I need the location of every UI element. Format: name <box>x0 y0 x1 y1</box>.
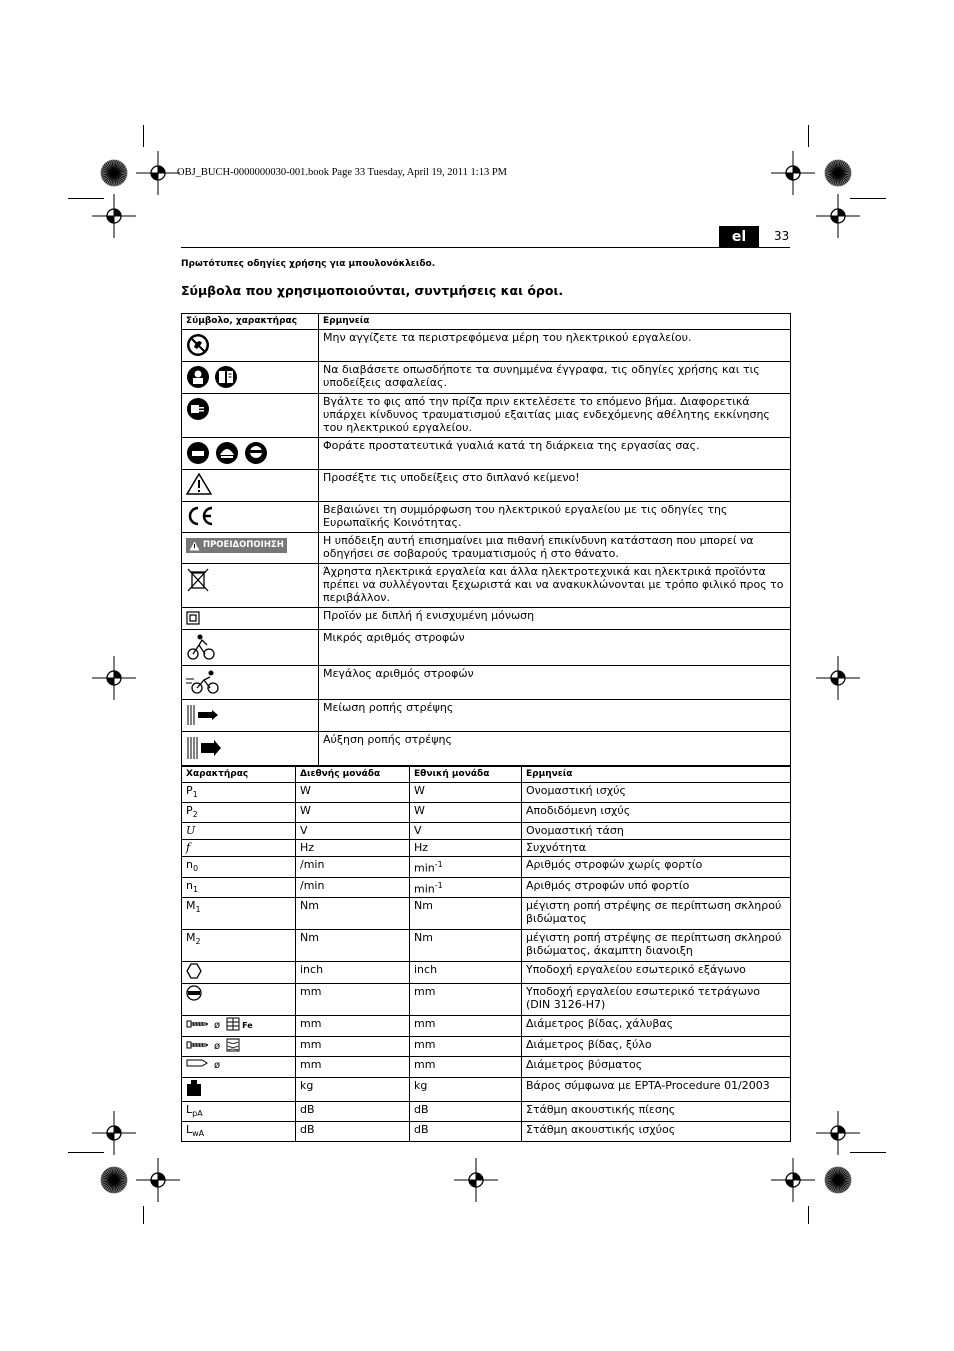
meaning-cell: Υποδοχή εργαλείου εσωτερικό εξάγωνο <box>522 961 791 983</box>
intl-unit-cell: V <box>296 823 410 840</box>
intl-unit-cell: mm <box>296 983 410 1015</box>
symbol-letter: M <box>186 898 196 912</box>
diameter-symbol: ø <box>214 1020 221 1032</box>
symbol-cell <box>182 533 319 564</box>
meaning-cell: Φοράτε προστατευτικά γυαλιά κατά τη διάρκεια της εργασίας σας. <box>319 438 791 470</box>
symbol-subscript: 1 <box>192 884 199 894</box>
intl-unit-cell: W <box>296 783 410 803</box>
national-unit-cell <box>410 1015 522 1036</box>
national-unit-cell <box>410 877 522 897</box>
symbol-cell <box>182 438 319 470</box>
meaning-cell: Μείωση ροπής στρέψης <box>319 700 791 732</box>
crop-line <box>68 198 104 199</box>
fast-bike-icon <box>186 669 220 698</box>
table-row <box>182 502 791 533</box>
crop-line <box>850 1152 886 1153</box>
table-row <box>182 1077 791 1101</box>
table-row <box>182 630 791 666</box>
starburst-mark-icon <box>100 159 128 191</box>
intl-unit-cell: Hz <box>296 840 410 857</box>
national-unit-cell <box>410 961 522 983</box>
character-cell <box>182 1077 296 1101</box>
meaning-cell: Ονομαστική τάση <box>522 823 791 840</box>
meaning-cell: Βάρος σύμφωνα με EPTA-Procedure 01/2003 <box>522 1077 791 1101</box>
diameter-symbol: ø <box>214 1041 221 1053</box>
unit-exponent: -1 <box>434 880 443 890</box>
national-unit: mm <box>414 1057 436 1071</box>
meaning-cell: Διάμετρος βίδας, ξύλο <box>522 1036 791 1056</box>
meaning-cell: Να διαβάσετε οπωσδήποτε τα συνημμένα έγγραφα, τις οδηγίες χρήσης και τις υποδείξεις ασφαλείας. <box>319 362 791 394</box>
meaning-cell: μέγιστη ροπή στρέψης σε περίπτωση σκληρού βιδώματος, άκαμπτη διανοιξη <box>522 929 791 961</box>
meaning-cell: Βγάλτε το φις από την πρίζα πριν εκτελέσετε το επόμενο βήμα. Διαφορετικά υπάρχει κίνδυνος τραυματισμού εξαιτίας μιας ενδεχόμενης αθέλητης εκκίνησης του ηλεκτρικού εργαλείου. <box>319 394 791 438</box>
national-unit: W <box>414 784 425 797</box>
intl-unit-cell: dB <box>296 1121 410 1141</box>
table-header-row <box>182 767 791 783</box>
square-drive-icon <box>186 985 202 1004</box>
meaning-cell: μέγιστη ροπή στρέψης σε περίπτωση σκληρού βιδώματος <box>522 897 791 929</box>
table-row <box>182 330 791 362</box>
table-row <box>182 783 791 803</box>
table-row <box>182 840 791 857</box>
character-cell <box>182 857 296 877</box>
character-cell <box>182 929 296 961</box>
symbol-letter: P <box>186 804 193 818</box>
table-row <box>182 564 791 608</box>
table-row <box>182 1121 791 1141</box>
screw-steel-icon <box>186 1019 208 1032</box>
double-insulation-icon <box>186 611 200 628</box>
character-cell <box>182 1121 296 1141</box>
table-row <box>182 1101 791 1121</box>
symbol-letter: n <box>186 858 193 872</box>
national-unit: min <box>414 862 435 876</box>
national-unit: Hz <box>414 841 429 855</box>
symbol-cell <box>182 608 319 630</box>
intl-unit-cell: inch <box>296 961 410 983</box>
national-unit-cell <box>410 823 522 840</box>
intl-unit-cell: /min <box>296 857 410 877</box>
intl-unit-cell: mm <box>296 1015 410 1036</box>
crosshair-mark-icon <box>92 194 136 242</box>
meaning-cell: Στάθμη ακουστικής ισχύος <box>522 1121 791 1141</box>
meaning-cell: Συχνότητα <box>522 840 791 857</box>
table-row <box>182 803 791 823</box>
table-row <box>182 929 791 961</box>
meaning-cell: Αριθμός στροφών χωρίς φορτίο <box>522 857 791 877</box>
starburst-mark-icon <box>824 1166 852 1198</box>
meaning-cell: Προϊόν με διπλή ή ενισχυμένη μόνωση <box>319 608 791 630</box>
character-cell <box>182 983 296 1015</box>
torque-increase-icon <box>186 735 222 764</box>
character-cell <box>182 877 296 897</box>
header-meaning: Ερμηνεία <box>319 314 791 330</box>
symbol-letter: M <box>186 930 196 944</box>
table-row <box>182 857 791 877</box>
ce-mark-icon <box>186 505 214 530</box>
crosshair-mark-icon <box>771 1158 815 1206</box>
table-row <box>182 394 791 438</box>
national-unit-cell <box>410 897 522 929</box>
character-cell <box>182 803 296 823</box>
symbol-subscript: wA <box>192 1129 205 1139</box>
table-row <box>182 983 791 1015</box>
national-unit: W <box>414 804 425 818</box>
intl-unit-cell: Nm <box>296 929 410 961</box>
meaning-cell: Αύξηση ροπής στρέψης <box>319 732 791 766</box>
weight-icon <box>186 1079 202 1100</box>
header-national-unit: Εθνική μονάδα <box>410 767 522 783</box>
character-cell <box>182 1036 296 1056</box>
language-badge: el <box>719 226 759 248</box>
national-unit: mm <box>414 984 436 998</box>
national-unit: inch <box>414 962 438 976</box>
meaning-cell: Αποδιδόμενη ισχύς <box>522 803 791 823</box>
crop-line <box>808 1206 809 1224</box>
table-row <box>182 1036 791 1056</box>
national-unit: dB <box>414 1122 429 1136</box>
symbol-cell <box>182 362 319 394</box>
starburst-mark-icon <box>824 159 852 191</box>
national-unit-cell <box>410 1121 522 1141</box>
character-cell <box>182 1056 296 1077</box>
meaning-cell: Μικρός αριθμός στροφών <box>319 630 791 666</box>
national-unit: dB <box>414 1102 429 1116</box>
header-meaning: Ερμηνεία <box>522 767 791 783</box>
crosshair-mark-icon <box>92 656 136 704</box>
symbol-cell <box>182 330 319 362</box>
national-unit-cell <box>410 1036 522 1056</box>
symbol-letter: L <box>186 1102 193 1116</box>
crosshair-mark-icon <box>136 151 180 199</box>
document-subtitle: Πρωτότυπες οδηγίες χρήσης για μπουλονόκλειδο. <box>181 259 436 269</box>
intl-unit-cell: W <box>296 803 410 823</box>
header-intl-unit: Διεθνής μονάδα <box>296 767 410 783</box>
unit-exponent: -1 <box>434 860 443 870</box>
warning-label: ΠΡΟΕΙΔΟΠΟΙΗΣΗ <box>202 540 284 550</box>
meaning-cell: Στάθμη ακουστικής πίεσης <box>522 1101 791 1121</box>
national-unit: kg <box>414 1078 428 1092</box>
symbol-subscript: 0 <box>192 864 199 874</box>
symbol-cell <box>182 502 319 533</box>
intl-unit-cell: Nm <box>296 897 410 929</box>
symbol-cell <box>182 394 319 438</box>
table-row <box>182 961 791 983</box>
table-row <box>182 897 791 929</box>
weee-bin-icon <box>186 567 210 596</box>
meaning-cell: Μην αγγίζετε τα περιστρεφόμενα μέρη του ηλεκτρικού εργαλείου. <box>319 330 791 362</box>
table-row <box>182 470 791 502</box>
file-info: OBJ_BUCH-0000000030-001.book Page 33 Tuesday, April 19, 2011 1:13 PM <box>177 167 507 178</box>
symbol-letter: f <box>186 841 191 855</box>
crop-line <box>808 125 809 147</box>
section-title: Σύμβολα που χρησιμοποιούνται, συντμήσεις και όροι. <box>181 283 564 298</box>
table-row <box>182 700 791 732</box>
character-cell <box>182 1015 296 1036</box>
units-table <box>181 766 791 1142</box>
intl-unit-cell: /min <box>296 877 410 897</box>
starburst-mark-icon <box>100 1166 128 1198</box>
wood-block-icon <box>226 1038 240 1055</box>
national-unit-cell <box>410 929 522 961</box>
steel-block-icon <box>226 1017 240 1034</box>
table-row <box>182 438 791 470</box>
no-touch-rotating-icon <box>186 333 210 360</box>
meaning-cell: Διάμετρος βίδας, χάλυβας <box>522 1015 791 1036</box>
national-unit-cell <box>410 1056 522 1077</box>
meaning-cell: Βεβαιώνει τη συμμόρφωση του ηλεκτρικού εργαλείου με τις οδηγίες της Ευρωπαϊκής Κοινότητας. <box>319 502 791 533</box>
crop-line <box>143 1206 144 1224</box>
crop-line <box>68 1152 104 1153</box>
crosshair-mark-icon <box>816 656 860 704</box>
meaning-cell: Ονομαστική ισχύς <box>522 783 791 803</box>
dowel-icon <box>186 1058 208 1071</box>
table-row <box>182 877 791 897</box>
national-unit-cell <box>410 857 522 877</box>
table-row <box>182 362 791 394</box>
table-header-row <box>182 314 791 330</box>
symbol-cell <box>182 470 319 502</box>
crosshair-mark-icon <box>816 194 860 242</box>
symbol-subscript: pA <box>192 1108 203 1118</box>
national-unit: mm <box>414 1037 436 1051</box>
symbol-cell <box>182 630 319 666</box>
national-unit-cell <box>410 1077 522 1101</box>
intl-unit-cell: dB <box>296 1101 410 1121</box>
meaning-cell: Μεγάλος αριθμός στροφών <box>319 666 791 700</box>
character-cell <box>182 840 296 857</box>
meaning-cell: Διάμετρος βύσματος <box>522 1056 791 1077</box>
intl-unit-cell: mm <box>296 1056 410 1077</box>
meaning-cell: Υποδοχή εργαλείου εσωτερικό τετράγωνο (DIN 3126-H7) <box>522 983 791 1015</box>
table-row <box>182 608 791 630</box>
symbol-cell <box>182 564 319 608</box>
crosshair-mark-icon <box>771 151 815 199</box>
read-manual-icon <box>186 365 240 392</box>
meaning-cell: Αριθμός στροφών υπό φορτίο <box>522 877 791 897</box>
crosshair-mark-icon <box>136 1158 180 1206</box>
table-row <box>182 1015 791 1036</box>
national-unit: min <box>414 882 435 896</box>
unplug-icon <box>186 397 210 424</box>
character-cell <box>182 783 296 803</box>
diameter-symbol: ø <box>214 1059 221 1071</box>
character-cell <box>182 823 296 840</box>
slow-bike-icon <box>186 633 216 664</box>
national-unit-cell <box>410 783 522 803</box>
hexagon-icon <box>186 963 202 982</box>
symbols-table <box>181 313 791 766</box>
symbol-letter: n <box>186 878 193 892</box>
warning-triangle-icon <box>186 473 212 498</box>
character-cell <box>182 897 296 929</box>
symbol-letter: P <box>186 784 193 797</box>
national-unit-cell <box>410 1101 522 1121</box>
table-row <box>182 533 791 564</box>
symbol-subscript: 2 <box>192 810 198 820</box>
meaning-cell: Άχρηστα ηλεκτρικά εργαλεία και άλλα ηλεκτροτεχνικά και ηλεκτρικά προϊόντα πρέπει να συλλέγονται ξεχωριστά και να ανακυκλώνονται με τρόπο φιλικό προς το περιβάλλον. <box>319 564 791 608</box>
material-label: Fe <box>242 1021 253 1031</box>
header-symbol: Σύμβολο, χαρακτήρας <box>182 314 319 330</box>
table-row <box>182 666 791 700</box>
symbol-cell <box>182 732 319 766</box>
national-unit-cell <box>410 983 522 1015</box>
symbol-cell <box>182 666 319 700</box>
warning-badge-icon <box>186 538 287 553</box>
national-unit: Nm <box>414 930 433 944</box>
header-rule <box>181 247 790 248</box>
protective-gear-icon <box>186 441 268 468</box>
crop-line <box>143 125 144 147</box>
symbol-letter: L <box>186 1122 193 1136</box>
meaning-cell: Η υπόδειξη αυτή επισημαίνει μια πιθανή επικίνδυνη κατάσταση που μπορεί να οδηγήσει σε σοβαρούς τραυματισμούς ή στο θάνατο. <box>319 533 791 564</box>
header-character: Χαρακτήρας <box>182 767 296 783</box>
crosshair-mark-icon <box>454 1158 498 1206</box>
torque-decrease-icon <box>186 703 220 730</box>
symbol-subscript: 1 <box>195 904 201 914</box>
table-row <box>182 823 791 840</box>
national-unit: V <box>414 824 422 838</box>
meaning-cell: Προσέξτε τις υποδείξεις στο διπλανό κείμενο! <box>319 470 791 502</box>
national-unit: mm <box>414 1016 436 1030</box>
national-unit: Nm <box>414 898 433 912</box>
symbol-subscript: 1 <box>192 790 198 800</box>
symbol-subscript: 2 <box>195 936 201 946</box>
table-row <box>182 1056 791 1077</box>
character-cell <box>182 1101 296 1121</box>
intl-unit-cell: mm <box>296 1036 410 1056</box>
table-row <box>182 732 791 766</box>
screw-wood-icon <box>186 1040 208 1053</box>
symbol-letter: U <box>186 824 196 838</box>
symbol-cell <box>182 700 319 732</box>
crop-line <box>850 198 886 199</box>
national-unit-cell <box>410 840 522 857</box>
character-cell <box>182 961 296 983</box>
page-number: 33 <box>774 229 790 243</box>
national-unit-cell <box>410 803 522 823</box>
intl-unit-cell: kg <box>296 1077 410 1101</box>
